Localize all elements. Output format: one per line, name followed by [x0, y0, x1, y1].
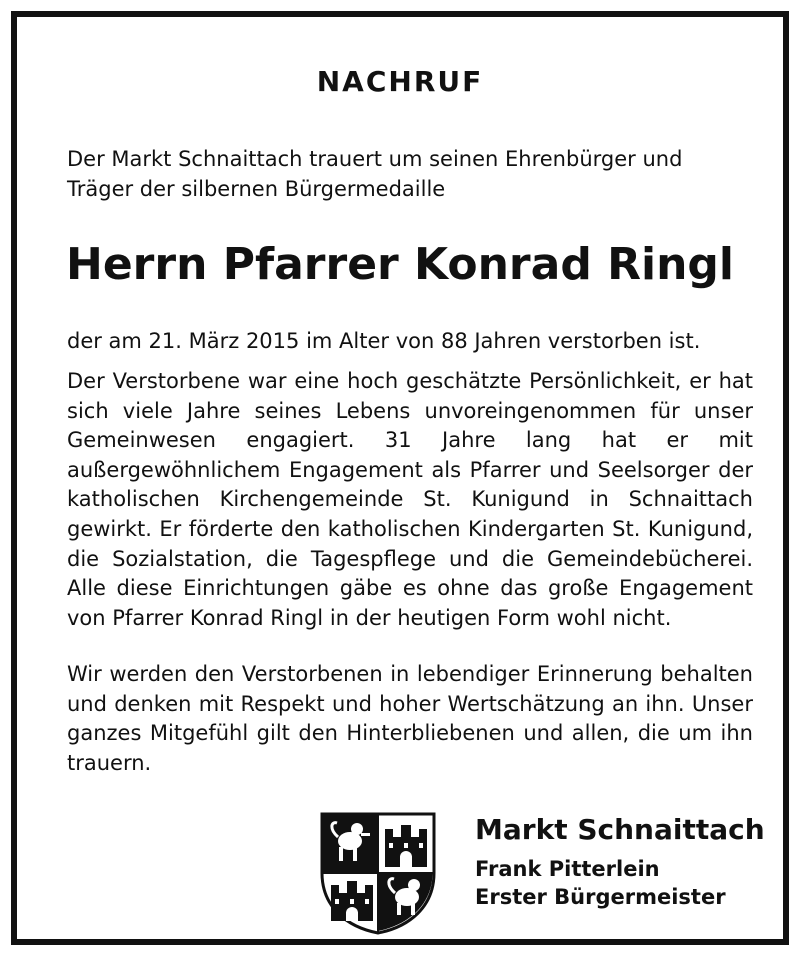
deceased-name: Herrn Pfarrer Konrad Ringl [66, 239, 734, 290]
tribute-paragraph: Der Verstorbene war eine hoch geschätzte Persönlichkeit, er hat sich viele Jahre seines Lebens unvoreingenommen für unser Gemeinwesen engagiert. 31 Jahre lang hat er mit außergewöhnlichem Engagement als Pfarrer und Seelsorger der katholischen Kirchengemeinde St. Kunigund in Schnaittach gewirkt. Er förderte den katholischen Kindergarten St. Kunigund, die Sozialstation, die Tagespflege und die Gemeindebücherei. Alle diese Einrichtungen gäbe es ohne das große Engagement von Pfarrer Konrad Ringl in der heutigen Form wohl nicht. [67, 369, 753, 630]
signature-organization: Markt Schnaittach [475, 813, 765, 846]
coat-of-arms-icon [319, 811, 437, 935]
condolence-paragraph: Wir werden den Verstorbenen in lebendiger Erinnerung behalten und denken mit Respekt und hoher Wertschätzung an ihn. Unser ganzes Mitgefühl gilt den Hinterbliebenen und allen, die um ihn trauern. [67, 662, 753, 775]
signature-person: Frank Pitterlein [475, 857, 660, 881]
intro-line-2: Träger der silbernen Bürgermedaille [67, 177, 446, 201]
obituary-frame [11, 11, 789, 945]
intro-line-1: Der Markt Schnaittach trauert um seinen Ehrenbürger und [67, 147, 683, 171]
intro-text [67, 144, 757, 204]
death-date-line: der am 21. März 2015 im Alter von 88 Jahren verstorben ist. [67, 329, 701, 353]
heading: NACHRUF [316, 65, 484, 98]
signature-title: Erster Bürgermeister [475, 885, 726, 909]
